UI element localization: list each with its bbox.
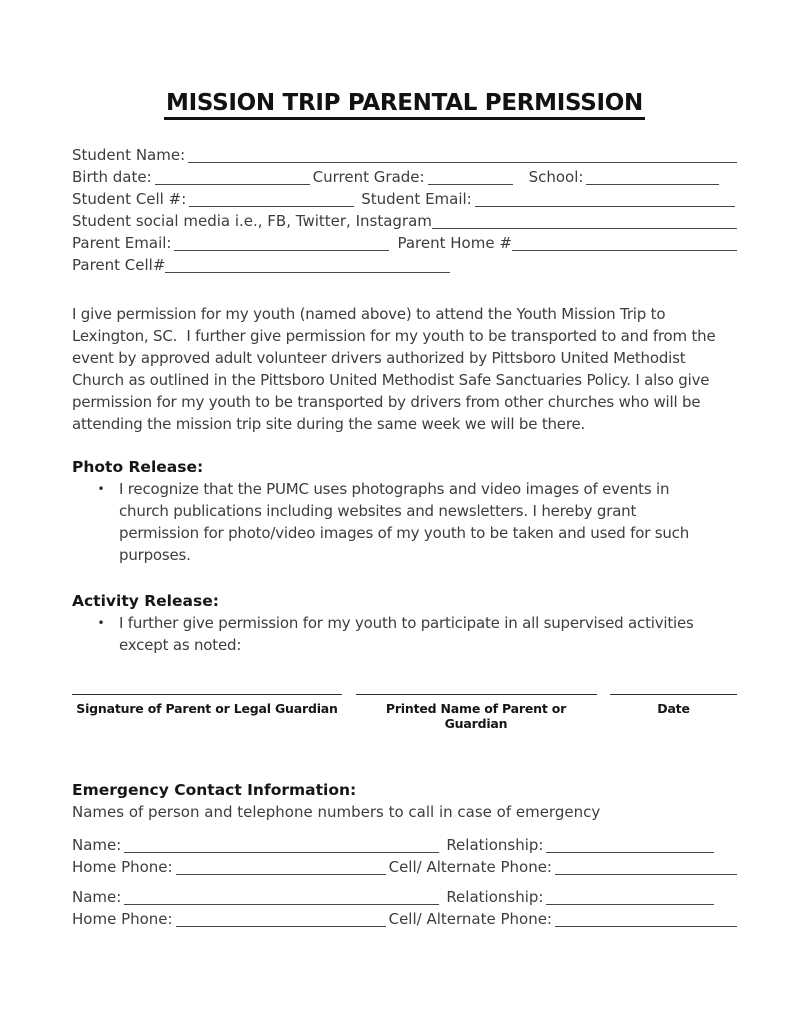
- signature-column: [72, 694, 342, 731]
- document-title: [72, 88, 737, 118]
- social-media-label: Student social media i.e., FB, Twitter, Instagram: [72, 212, 432, 230]
- current-grade-line: [428, 183, 513, 185]
- student-cell-label: Student Cell #:: [72, 190, 187, 208]
- signature-section: [72, 694, 737, 731]
- activity-release-heading: Activity Release:: [72, 592, 219, 610]
- emergency-contact-section: [72, 779, 737, 930]
- printed-name-label: Printed Name of Parent or Guardian: [385, 701, 567, 731]
- emergency-contact-1: [72, 834, 737, 878]
- name-line: [124, 903, 439, 905]
- parent-cell-label: Parent Cell#: [72, 256, 166, 274]
- cell-alt-phone-label: Cell/ Alternate Phone:: [388, 910, 552, 928]
- photo-release-bullet-item: [72, 478, 737, 566]
- printed-name-column: [356, 694, 597, 731]
- permission-paragraph: I give permission for my youth (named above) to attend the Youth Mission Trip to Lexington, SC. I further give permission for my youth to be transported to and from the event by approved adult volunteer drivers authorized by Pittsboro United Methodist Church as outlined in the Pittsboro United Methodist Safe Sanctuaries Policy. I also give permission for my youth to be transported by drivers from other churches who will be attending the mission trip site during the same week we will be there.: [72, 305, 721, 433]
- name-label: Name:: [72, 836, 122, 854]
- date-label: Date: [657, 701, 690, 716]
- contact-row-phones: [72, 856, 737, 878]
- date-column: [610, 694, 737, 731]
- field-row-cell-email: [72, 188, 737, 210]
- contact-row-phones: [72, 908, 737, 930]
- activity-release-section: [72, 590, 737, 656]
- relationship-line: [546, 851, 714, 853]
- student-name-line: [188, 161, 737, 163]
- emergency-subtitle: Names of person and telephone numbers to call in case of emergency: [72, 803, 601, 821]
- photo-release-heading: Photo Release:: [72, 458, 204, 476]
- home-phone-label: Home Phone:: [72, 910, 173, 928]
- relationship-line: [546, 903, 714, 905]
- contact-row-name-relationship: [72, 886, 737, 908]
- student-email-label: Student Email:: [361, 190, 472, 208]
- cell-alt-phone-line: [555, 925, 737, 927]
- relationship-label: Relationship:: [446, 836, 544, 854]
- school-line: [586, 183, 719, 185]
- school-label: School:: [528, 168, 584, 186]
- bullet-marker: •: [97, 616, 105, 630]
- home-phone-label: Home Phone:: [72, 858, 173, 876]
- printed-name-line: [356, 694, 597, 695]
- emergency-contact-2: [72, 886, 737, 930]
- document-title-text: MISSION TRIP PARENTAL PERMISSION: [164, 90, 645, 120]
- student-email-line: [475, 205, 735, 207]
- relationship-label: Relationship:: [446, 888, 544, 906]
- photo-release-bullet-text: I recognize that the PUMC uses photographs and video images of events in church publications including websites and newsletters. I hereby grant permission for photo/video images of my youth to be taken and used for such purposes.: [119, 480, 690, 564]
- cell-alt-phone-label: Cell/ Alternate Phone:: [388, 858, 552, 876]
- parent-home-label: Parent Home #: [397, 234, 512, 252]
- contact-row-name-relationship: [72, 834, 737, 856]
- social-media-line: [432, 227, 737, 229]
- field-row-student-name: [72, 144, 737, 166]
- home-phone-line: [176, 873, 386, 875]
- birth-date-line: [155, 183, 310, 185]
- student-cell-line: [189, 205, 354, 207]
- student-info-fields: [72, 144, 737, 276]
- field-row-birthdate-grade-school: [72, 166, 737, 188]
- home-phone-line: [176, 925, 386, 927]
- cell-alt-phone-line: [555, 873, 737, 875]
- field-row-parent-email-home: [72, 232, 737, 254]
- emergency-heading: Emergency Contact Information:: [72, 781, 357, 799]
- activity-release-bullet-item: [72, 612, 737, 656]
- parent-email-line: [174, 249, 389, 251]
- signature-label: Signature of Parent or Legal Guardian: [76, 701, 338, 716]
- name-line: [124, 851, 439, 853]
- parent-cell-line: [165, 271, 450, 273]
- photo-release-section: [72, 456, 737, 566]
- activity-release-bullet-text: I further give permission for my youth to participate in all supervised activities except as noted:: [119, 614, 694, 654]
- field-row-social-media: [72, 210, 737, 232]
- parent-email-label: Parent Email:: [72, 234, 172, 252]
- birth-date-label: Birth date:: [72, 168, 152, 186]
- bullet-marker: •: [97, 482, 105, 496]
- current-grade-label: Current Grade:: [312, 168, 425, 186]
- field-row-parent-cell: [72, 254, 737, 276]
- parent-home-line: [512, 249, 737, 251]
- name-label: Name:: [72, 888, 122, 906]
- student-name-label: Student Name:: [72, 146, 186, 164]
- signature-line: [72, 694, 342, 695]
- date-line: [610, 694, 737, 695]
